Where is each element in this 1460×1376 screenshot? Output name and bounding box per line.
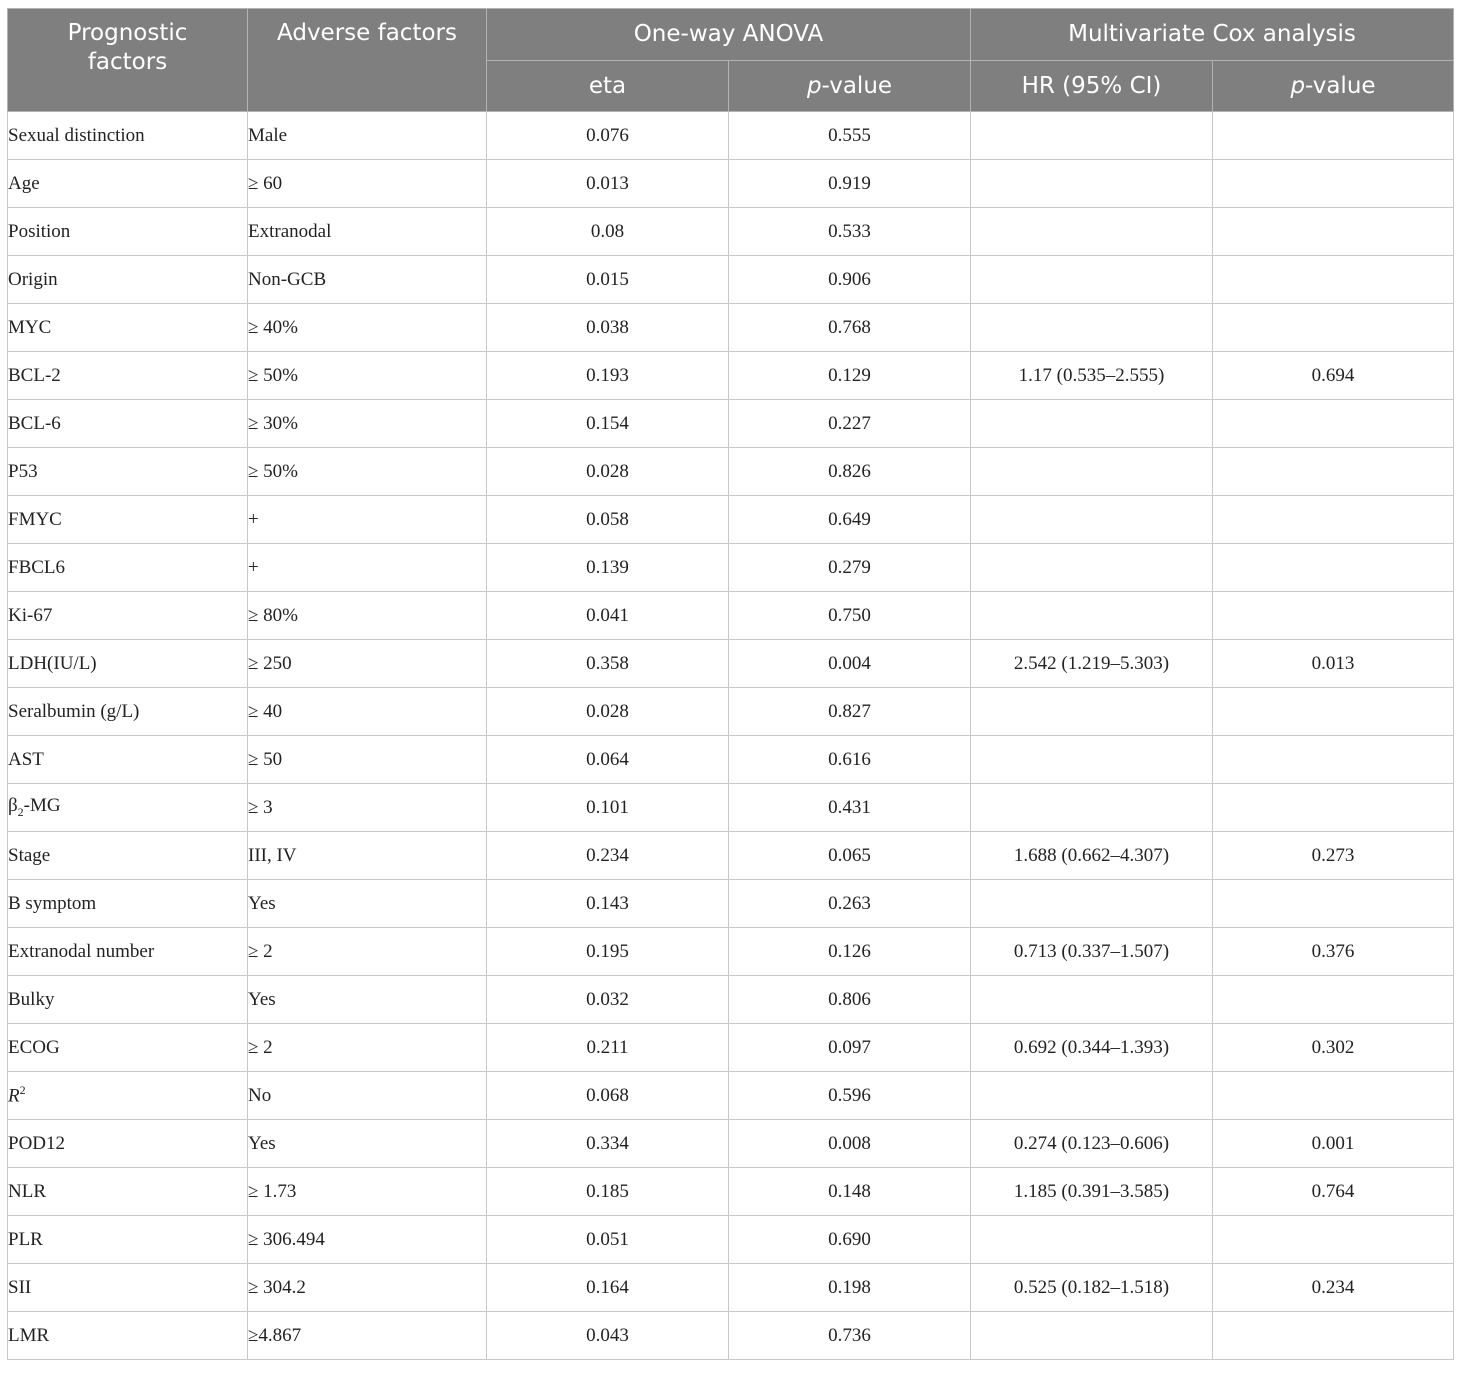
- cell-eta: 0.139: [487, 544, 729, 592]
- cell-prognostic-factor: P53: [8, 448, 248, 496]
- cell-adverse-factor: ≥ 30%: [248, 400, 487, 448]
- cell-hr-ci: [971, 688, 1213, 736]
- factor-subscript: 2: [17, 804, 24, 819]
- cell-cox-p-value: [1213, 304, 1454, 352]
- cell-prognostic-factor: AST: [8, 736, 248, 784]
- cell-cox-p-value: 0.302: [1213, 1024, 1454, 1072]
- table-row: [8, 1264, 1454, 1312]
- cell-anova-p-value: 0.690: [729, 1216, 971, 1264]
- cell-cox-p-value: [1213, 400, 1454, 448]
- cell-anova-p-value: 0.004: [729, 640, 971, 688]
- cell-adverse-factor: ≥ 2: [248, 928, 487, 976]
- cell-cox-p-value: [1213, 448, 1454, 496]
- table-row: [8, 784, 1454, 832]
- cell-cox-p-value: [1213, 112, 1454, 160]
- cell-cox-p-value: [1213, 784, 1454, 832]
- cell-hr-ci: 1.185 (0.391–3.585): [971, 1168, 1213, 1216]
- cell-hr-ci: [971, 1312, 1213, 1360]
- cell-hr-ci: [971, 1072, 1213, 1120]
- cell-prognostic-factor: Sexual distinction: [8, 112, 248, 160]
- cell-hr-ci: [971, 160, 1213, 208]
- table-row: [8, 304, 1454, 352]
- cell-hr-ci: [971, 880, 1213, 928]
- cell-anova-p-value: 0.126: [729, 928, 971, 976]
- cell-anova-p-value: 0.649: [729, 496, 971, 544]
- cell-cox-p-value: [1213, 976, 1454, 1024]
- table-row: [8, 112, 1454, 160]
- cell-anova-p-value: 0.533: [729, 208, 971, 256]
- cell-eta: 0.185: [487, 1168, 729, 1216]
- cell-prognostic-factor: Extranodal number: [8, 928, 248, 976]
- cell-hr-ci: 0.525 (0.182–1.518): [971, 1264, 1213, 1312]
- cell-adverse-factor: ≥ 50%: [248, 448, 487, 496]
- cell-adverse-factor: +: [248, 496, 487, 544]
- cell-cox-p-value: 0.234: [1213, 1264, 1454, 1312]
- cell-prognostic-factor: Ki-67: [8, 592, 248, 640]
- header-eta: eta: [487, 61, 729, 112]
- cell-adverse-factor: ≥ 80%: [248, 592, 487, 640]
- cell-adverse-factor: Yes: [248, 880, 487, 928]
- cell-anova-p-value: 0.008: [729, 1120, 971, 1168]
- cell-anova-p-value: 0.227: [729, 400, 971, 448]
- table-row: [8, 880, 1454, 928]
- cell-anova-p-value: 0.263: [729, 880, 971, 928]
- cell-cox-p-value: [1213, 208, 1454, 256]
- header-adverse-factors: Adverse factors: [248, 9, 487, 112]
- cell-prognostic-factor: BCL-2: [8, 352, 248, 400]
- table-row: [8, 256, 1454, 304]
- table-row: [8, 544, 1454, 592]
- cell-eta: 0.195: [487, 928, 729, 976]
- cell-adverse-factor: Yes: [248, 1120, 487, 1168]
- cell-adverse-factor: Extranodal: [248, 208, 487, 256]
- cell-cox-p-value: [1213, 544, 1454, 592]
- cell-hr-ci: 1.688 (0.662–4.307): [971, 832, 1213, 880]
- cell-hr-ci: 2.542 (1.219–5.303): [971, 640, 1213, 688]
- cell-anova-p-value: 0.750: [729, 592, 971, 640]
- cell-anova-p-value: 0.826: [729, 448, 971, 496]
- header-one-way-anova: One-way ANOVA: [487, 9, 971, 61]
- cell-hr-ci: [971, 256, 1213, 304]
- cell-adverse-factor: Male: [248, 112, 487, 160]
- cell-anova-p-value: 0.555: [729, 112, 971, 160]
- table-row: [8, 160, 1454, 208]
- table-row: [8, 1312, 1454, 1360]
- cell-anova-p-value: 0.065: [729, 832, 971, 880]
- cell-anova-p-value: 0.827: [729, 688, 971, 736]
- table-row: [8, 1168, 1454, 1216]
- cell-anova-p-value: 0.129: [729, 352, 971, 400]
- cell-hr-ci: [971, 448, 1213, 496]
- cell-eta: 0.143: [487, 880, 729, 928]
- cell-cox-p-value: [1213, 1216, 1454, 1264]
- cell-eta: 0.154: [487, 400, 729, 448]
- factor-superscript: 2: [19, 1083, 26, 1098]
- cell-hr-ci: [971, 304, 1213, 352]
- cell-hr-ci: [971, 544, 1213, 592]
- cell-adverse-factor: ≥4.867: [248, 1312, 487, 1360]
- cell-eta: 0.038: [487, 304, 729, 352]
- cell-hr-ci: [971, 496, 1213, 544]
- cell-eta: 0.101: [487, 784, 729, 832]
- table-row: [8, 1120, 1454, 1168]
- cell-adverse-factor: ≥ 1.73: [248, 1168, 487, 1216]
- cell-adverse-factor: +: [248, 544, 487, 592]
- cell-hr-ci: 0.692 (0.344–1.393): [971, 1024, 1213, 1072]
- factor-base: β: [8, 795, 18, 817]
- cell-cox-p-value: [1213, 736, 1454, 784]
- table-row: [8, 976, 1454, 1024]
- cell-prognostic-factor: LMR: [8, 1312, 248, 1360]
- cell-adverse-factor: Yes: [248, 976, 487, 1024]
- cell-hr-ci: [971, 400, 1213, 448]
- cell-adverse-factor: ≥ 304.2: [248, 1264, 487, 1312]
- cell-adverse-factor: No: [248, 1072, 487, 1120]
- cell-prognostic-factor: ECOG: [8, 1024, 248, 1072]
- cell-adverse-factor: ≥ 250: [248, 640, 487, 688]
- cell-hr-ci: [971, 112, 1213, 160]
- table-row: [8, 928, 1454, 976]
- cell-eta: 0.234: [487, 832, 729, 880]
- table-row: [8, 208, 1454, 256]
- cell-hr-ci: [971, 784, 1213, 832]
- cell-eta: 0.064: [487, 736, 729, 784]
- cell-eta: 0.08: [487, 208, 729, 256]
- cell-eta: 0.334: [487, 1120, 729, 1168]
- cell-eta: 0.164: [487, 1264, 729, 1312]
- cell-hr-ci: [971, 592, 1213, 640]
- table-row: [8, 1072, 1454, 1120]
- cell-adverse-factor: ≥ 3: [248, 784, 487, 832]
- cell-adverse-factor: ≥ 40: [248, 688, 487, 736]
- cell-eta: 0.068: [487, 1072, 729, 1120]
- cell-adverse-factor: ≥ 40%: [248, 304, 487, 352]
- table-body: [8, 112, 1454, 1360]
- cell-cox-p-value: [1213, 880, 1454, 928]
- cell-eta: 0.193: [487, 352, 729, 400]
- header-hr-ci: HR (95% CI): [971, 61, 1213, 112]
- header-row-top: [8, 9, 1454, 61]
- cell-cox-p-value: 0.273: [1213, 832, 1454, 880]
- cell-cox-p-value: [1213, 1312, 1454, 1360]
- cell-prognostic-factor: Stage: [8, 832, 248, 880]
- factor-base: R: [8, 1085, 20, 1107]
- cell-prognostic-factor: Seralbumin (g/L): [8, 688, 248, 736]
- cell-prognostic-factor: MYC: [8, 304, 248, 352]
- cell-anova-p-value: 0.431: [729, 784, 971, 832]
- table-row: [8, 832, 1454, 880]
- cell-prognostic-factor: Age: [8, 160, 248, 208]
- table-row: [8, 352, 1454, 400]
- cell-adverse-factor: ≥ 60: [248, 160, 487, 208]
- cell-prognostic-factor: NLR: [8, 1168, 248, 1216]
- cell-eta: 0.015: [487, 256, 729, 304]
- cell-cox-p-value: 0.376: [1213, 928, 1454, 976]
- cell-cox-p-value: [1213, 256, 1454, 304]
- cell-hr-ci: 1.17 (0.535–2.555): [971, 352, 1213, 400]
- cell-hr-ci: [971, 976, 1213, 1024]
- cell-adverse-factor: ≥ 2: [248, 1024, 487, 1072]
- cell-anova-p-value: 0.768: [729, 304, 971, 352]
- cell-prognostic-factor: SII: [8, 1264, 248, 1312]
- cell-adverse-factor: Non-GCB: [248, 256, 487, 304]
- cell-anova-p-value: 0.279: [729, 544, 971, 592]
- cell-prognostic-factor: POD12: [8, 1120, 248, 1168]
- cell-hr-ci: [971, 1216, 1213, 1264]
- cell-prognostic-factor: Bulky: [8, 976, 248, 1024]
- cell-cox-p-value: [1213, 592, 1454, 640]
- cell-anova-p-value: 0.736: [729, 1312, 971, 1360]
- table-row: [8, 448, 1454, 496]
- cell-eta: 0.051: [487, 1216, 729, 1264]
- cell-eta: 0.211: [487, 1024, 729, 1072]
- cell-anova-p-value: 0.806: [729, 976, 971, 1024]
- cell-hr-ci: [971, 736, 1213, 784]
- cell-eta: 0.013: [487, 160, 729, 208]
- cell-prognostic-factor: PLR: [8, 1216, 248, 1264]
- cell-hr-ci: 0.274 (0.123–0.606): [971, 1120, 1213, 1168]
- table-row: [8, 400, 1454, 448]
- header-cox-p-value: p-value: [1213, 61, 1454, 112]
- cell-prognostic-factor: LDH(IU/L): [8, 640, 248, 688]
- cell-prognostic-factor: FMYC: [8, 496, 248, 544]
- cell-anova-p-value: 0.906: [729, 256, 971, 304]
- cell-anova-p-value: 0.919: [729, 160, 971, 208]
- cell-anova-p-value: 0.596: [729, 1072, 971, 1120]
- cell-adverse-factor: III, IV: [248, 832, 487, 880]
- cell-adverse-factor: ≥ 50%: [248, 352, 487, 400]
- cell-prognostic-factor: [8, 1072, 248, 1120]
- cell-anova-p-value: 0.148: [729, 1168, 971, 1216]
- cell-cox-p-value: [1213, 688, 1454, 736]
- cell-eta: 0.041: [487, 592, 729, 640]
- cell-prognostic-factor: B symptom: [8, 880, 248, 928]
- cell-prognostic-factor: Origin: [8, 256, 248, 304]
- cell-eta: 0.028: [487, 448, 729, 496]
- cell-anova-p-value: 0.616: [729, 736, 971, 784]
- cell-cox-p-value: [1213, 496, 1454, 544]
- cell-adverse-factor: ≥ 50: [248, 736, 487, 784]
- cell-eta: 0.076: [487, 112, 729, 160]
- cell-eta: 0.032: [487, 976, 729, 1024]
- cell-hr-ci: [971, 208, 1213, 256]
- cell-prognostic-factor: FBCL6: [8, 544, 248, 592]
- table-row: [8, 688, 1454, 736]
- cell-anova-p-value: 0.198: [729, 1264, 971, 1312]
- cell-eta: 0.358: [487, 640, 729, 688]
- table-row: [8, 736, 1454, 784]
- header-multivariate-cox: Multivariate Cox analysis: [971, 9, 1454, 61]
- cell-prognostic-factor: [8, 784, 248, 832]
- table-row: [8, 1216, 1454, 1264]
- cell-cox-p-value: [1213, 160, 1454, 208]
- cell-eta: 0.043: [487, 1312, 729, 1360]
- cell-prognostic-factor: BCL-6: [8, 400, 248, 448]
- cell-eta: 0.028: [487, 688, 729, 736]
- cell-prognostic-factor: Position: [8, 208, 248, 256]
- table-row: [8, 1024, 1454, 1072]
- header-prognostic-factors: Prognostic factors: [8, 9, 248, 112]
- factor-rest: -MG: [23, 795, 61, 817]
- cell-cox-p-value: [1213, 1072, 1454, 1120]
- header-anova-p-value: p-value: [729, 61, 971, 112]
- cell-cox-p-value: 0.013: [1213, 640, 1454, 688]
- cell-eta: 0.058: [487, 496, 729, 544]
- cell-anova-p-value: 0.097: [729, 1024, 971, 1072]
- cell-adverse-factor: ≥ 306.494: [248, 1216, 487, 1264]
- cell-cox-p-value: 0.694: [1213, 352, 1454, 400]
- table-row: [8, 640, 1454, 688]
- results-table: [7, 8, 1454, 1360]
- cell-cox-p-value: 0.764: [1213, 1168, 1454, 1216]
- table-row: [8, 592, 1454, 640]
- cell-cox-p-value: 0.001: [1213, 1120, 1454, 1168]
- cell-hr-ci: 0.713 (0.337–1.507): [971, 928, 1213, 976]
- table-row: [8, 496, 1454, 544]
